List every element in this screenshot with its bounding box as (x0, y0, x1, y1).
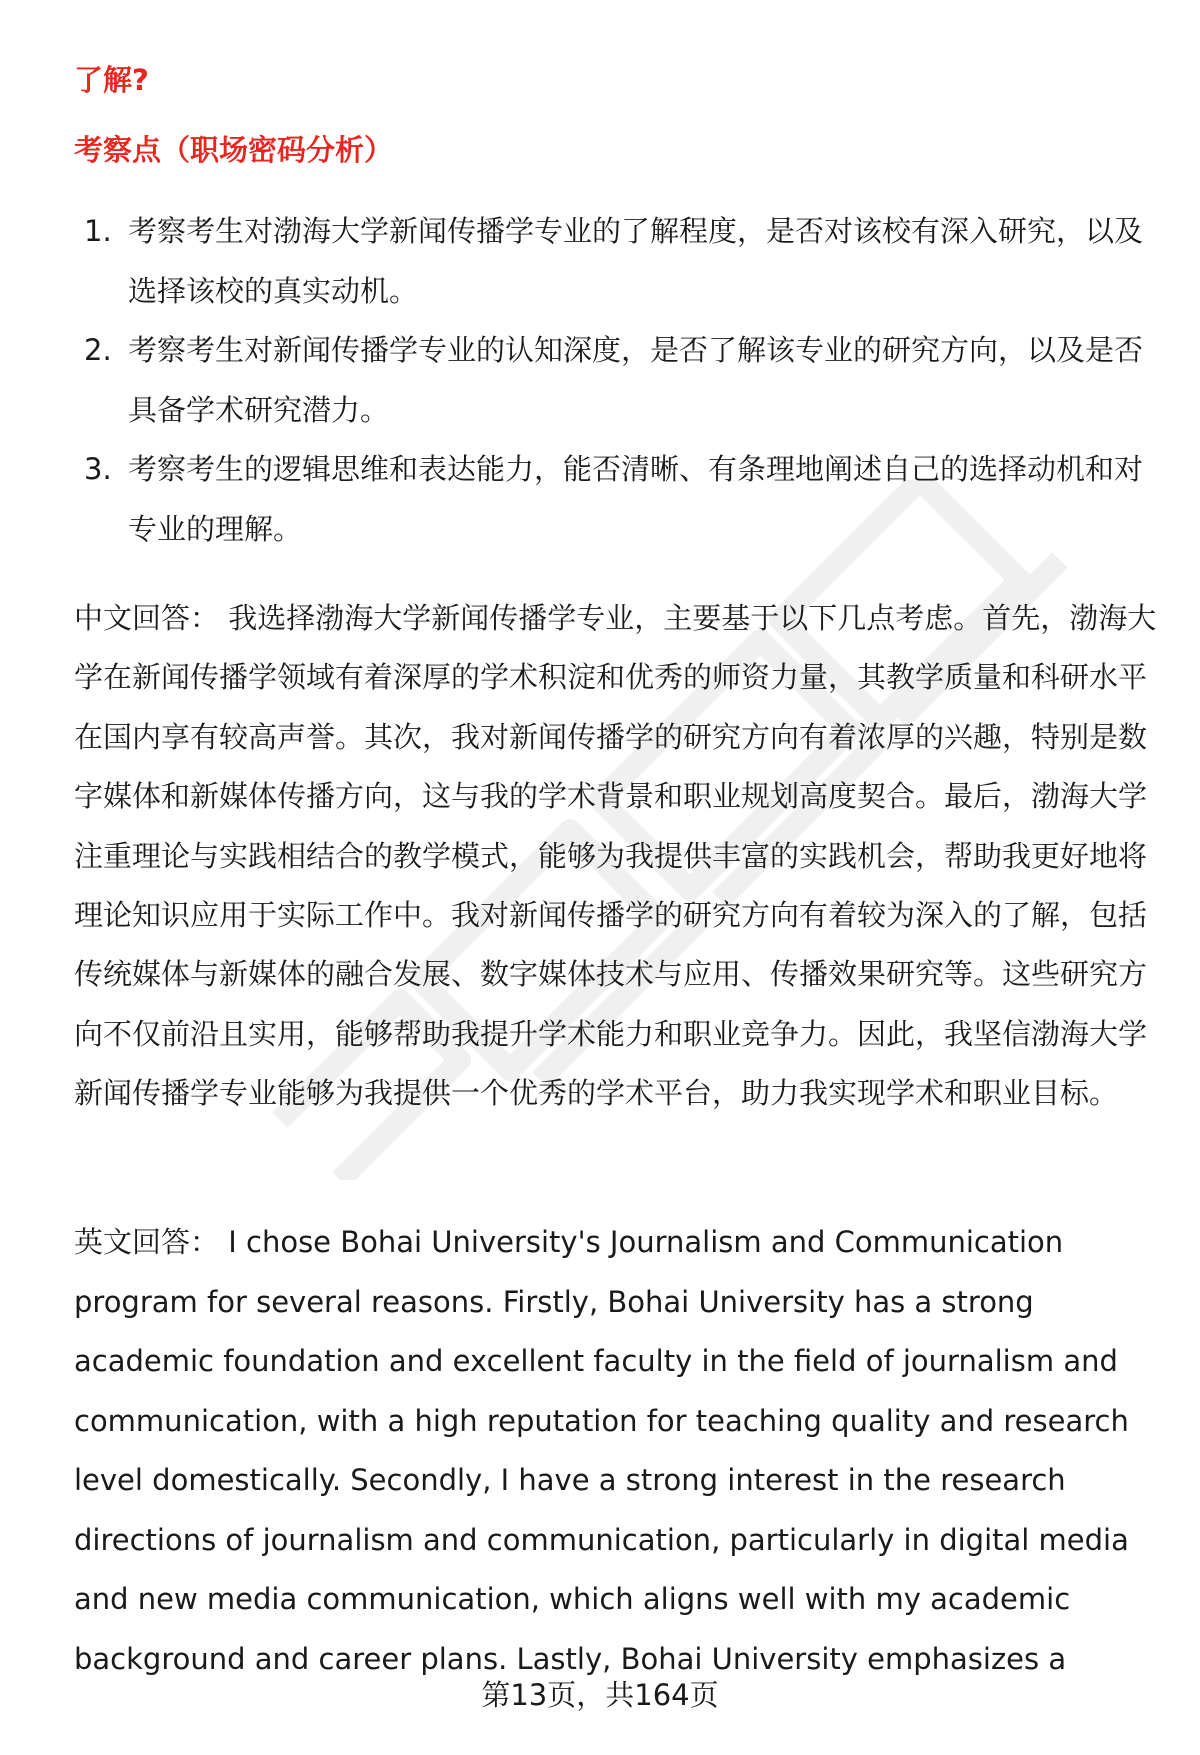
list-item (74, 202, 1154, 321)
page-number-footer: 第13页，共164页 (481, 1678, 719, 1712)
list-item (74, 440, 1154, 559)
english-answer-label: 英文回答： (74, 1225, 220, 1259)
list-item-text: 考察考生的逻辑思维和表达能力，能否清晰、有条理地阐述自己的选择动机和对专业的理解。 (128, 452, 1144, 546)
english-answer-text: I chose Bohai University's Journalism and Communication program for several reasons. Firstly, Bohai University has a strong academic foundation and excellent faculty in the field of journalism and communication, with a high reputation for teaching quality and research level domestically. Secondly, I have a strong interest in the research directions of journalism and communication, particularly in digital media and new media communication, which aligns well with my academic background and career plans. Lastly, Bohai University emphasizes a (74, 1225, 1129, 1676)
list-item-number: 2. (84, 333, 112, 367)
list-item (74, 321, 1154, 440)
list-item-number: 3. (84, 452, 112, 486)
chinese-answer-label: 中文回答： (74, 601, 220, 635)
list-item-number: 1. (84, 214, 112, 248)
list-item-text: 考察考生对渤海大学新闻传播学专业的了解程度，是否对该校有深入研究，以及选择该校的真实动机。 (128, 214, 1144, 308)
list-item-text: 考察考生对新闻传播学专业的认知深度，是否了解该专业的研究方向，以及是否具备学术研究潜力。 (128, 333, 1144, 427)
assessment-points-list (74, 202, 1154, 559)
chinese-answer-text: 我选择渤海大学新闻传播学专业，主要基于以下几点考虑。首先，渤海大学在新闻传播学领域有着深厚的学术积淀和优秀的师资力量，其教学质量和科研水平在国内享有较高声誉。其次，我对新闻传播学的研究方向有着浓厚的兴趣，特别是数字媒体和新媒体传播方向，这与我的学术背景和职业规划高度契合。最后，渤海大学注重理论与实践相结合的教学模式，能够为我提供丰富的实践机会，帮助我更好地将理论知识应用于实际工作中。我对新闻传播学的研究方向有着较为深入的了解，包括传统媒体与新媒体的融合发展、数字媒体技术与应用、传播效果研究等。这些研究方向不仅前沿且实用，能够帮助我提升学术能力和职业竞争力。因此，我坚信渤海大学新闻传播学专业能够为我提供一个优秀的学术平台，助力我实现学术和职业目标。 (74, 601, 1157, 1111)
assessment-points-title: 考察点（职场密码分析） (74, 133, 394, 167)
question-tail: 了解? (74, 63, 149, 97)
english-answer-paragraph (74, 1213, 1164, 1689)
chinese-answer-paragraph (74, 589, 1164, 1124)
